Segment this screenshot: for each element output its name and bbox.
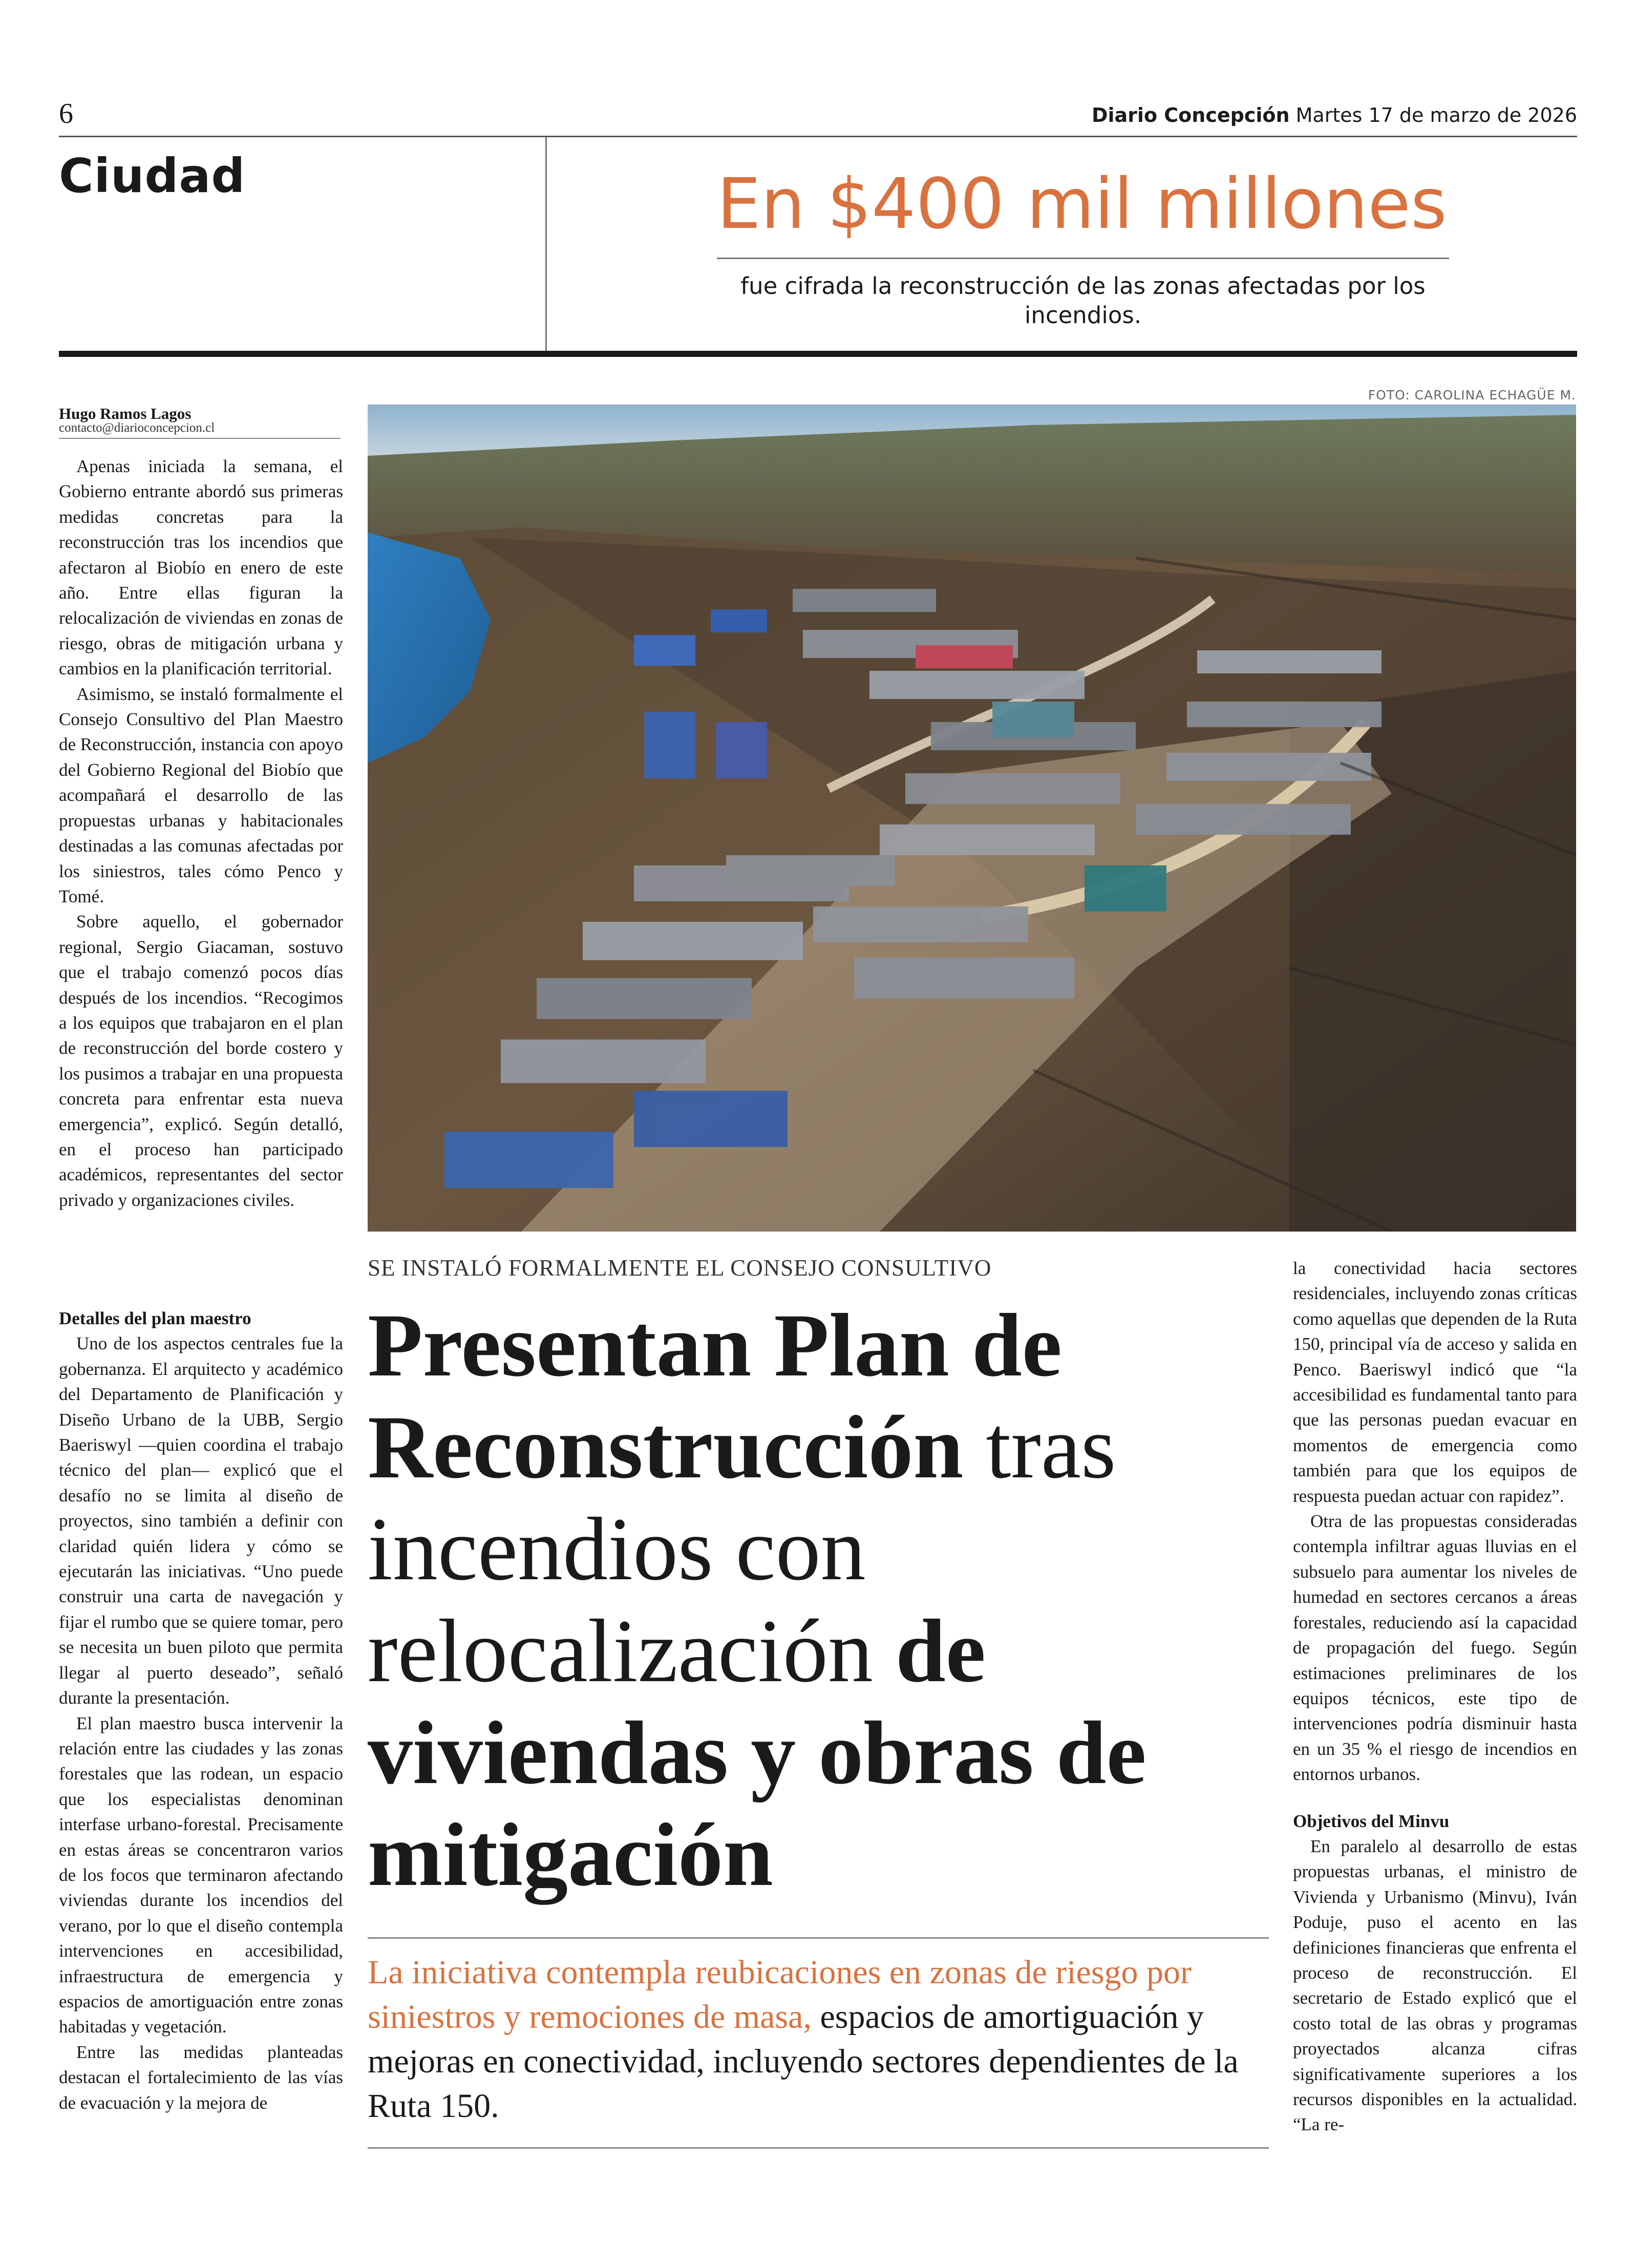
page-number: 6 <box>59 98 73 130</box>
paragraph: Sobre aquello, el gobernador regional, Sergio Giacaman, sostuvo que el trabajo comenzó pocos días después de los incendios. “Recogimos a los equipos que trabajaron en el plan de reconstrucción del borde costero y los pusimos a trabajar en una propuesta concreta para enfrentar esta nueva emergencia”, explicó. Según detalló, en el proceso han participado académicos, representantes del sector privado y organizaciones civiles. <box>59 912 343 1210</box>
article-column-left-upper <box>59 454 343 1213</box>
deck-text: espacios de amortiguación y mejoras en conectividad, incluyendo sectores dependientes de la Ruta 150. <box>368 1998 1239 2125</box>
article-photo <box>368 405 1576 1232</box>
article-column-left-lower <box>59 1306 343 2115</box>
paragraph: Asimismo, se instaló formalmente el Consejo Consultivo del Plan Maestro de Reconstrucción, instancia con apoyo del Gobierno Regional del Biobío que acompañará el desarrollo de las propuestas urbanas y habitacionales destinadas a las comunas afectadas por los siniestros, tales cómo Penco y Tomé. <box>59 684 343 906</box>
paragraph: la conectividad hacia sectores residenciales, incluyendo zonas críticas como aquellas que dependen de la Ruta 150, principal vía de acceso y salida en Penco. Baeriswyl indicó que “la accesibilidad es fundamental tanto para que las personas puedan evacuar en momentos de emergencia como también para que los equipos de respuesta puedan actuar con rapidez”. <box>1293 1258 1577 1506</box>
paragraph: Uno de los aspectos centrales fue la gobernanza. El arquitecto y académico del Departamento de Planificación y Diseño Urbano de la UBB, Sergio Baeriswyl —quien coordina el trabajo técnico del plan— explicó que el desafío no se limita al diseño de proyectos, sino también a definir con claridad quién lidera y cómo se ejecutarán las iniciativas. “Uno puede construir una carta de navegación y fijar el rumbo que se quiere tomar, pero se necesita un buen piloto que permita llegar al puerto deseado”, señaló durante la presentación. <box>59 1333 343 1708</box>
headline-part-bold-end: de viviendas y obras de mitigación <box>368 1601 1146 1905</box>
headline-part-regular: tras incendios con relocalización <box>368 1397 1116 1701</box>
author-email[interactable]: contacto@diarioconcepcion.cl <box>59 421 215 435</box>
headline-part-bold: Presentan Plan de Reconstrucción <box>368 1296 1062 1497</box>
deck-bottom-rule <box>368 2147 1269 2149</box>
deck-accent: La iniciativa contempla reubicaciones en zonas de riesgo por siniestros y remociones de masa, <box>368 1954 1192 2036</box>
byline-rule <box>59 438 341 439</box>
header-rule <box>59 136 1577 137</box>
article-deck <box>368 1950 1269 2128</box>
highlight-caption: fue cifrada la reconstrucción de las zonas afectadas por los incendios. <box>740 272 1426 329</box>
section-title: Ciudad <box>59 149 246 203</box>
subheading: Detalles del plan maestro <box>59 1308 251 1328</box>
paragraph: Apenas iniciada la semana, el Gobierno entrante abordó sus primeras medidas concretas para la reconstrucción tras los incendios que afectaron al Biobío en enero de este año. Entre ellas figuran la relocalización de viviendas en zonas de riesgo, obras de mitigación urbana y cambios en la planificación territorial. <box>59 456 343 679</box>
article-headline <box>368 1295 1269 1906</box>
author-name: Hugo Ramos Lagos <box>59 405 192 422</box>
highlight-rule <box>717 258 1449 259</box>
paragraph: Otra de las propuestas consideradas contempla infiltrar aguas lluvias en el subsuelo para aumentar los niveles de humedad en sectores cercanos a áreas forestales, reduciendo así la capacidad de propagación del fuego. Según estimaciones preliminares de los equipos técnicos, este tipo de intervenciones podría disminuir hasta en un 35 % el riesgo de incendios en entornos urbanos. <box>1293 1511 1577 1785</box>
photo-credit: FOTO: CAROLINA ECHAGÜE M. <box>1368 388 1576 402</box>
paragraph: Entre las medidas planteadas destacan el fortalecimiento de las vías de evacuación y la mejora de <box>59 2042 343 2113</box>
highlight-figure: En $400 mil millones <box>717 164 1447 245</box>
article-column-right <box>1293 1256 1577 2137</box>
deck-top-rule <box>368 1937 1269 1939</box>
article-kicker: SE INSTALÓ FORMALMENTE EL CONSEJO CONSULTIVO <box>368 1255 992 1281</box>
subheading: Objetivos del Minvu <box>1293 1811 1450 1831</box>
header-divider <box>545 137 547 351</box>
masthead <box>1092 104 1577 126</box>
newspaper-name: Diario Concepción <box>1091 104 1290 126</box>
header-bottom-rule <box>59 351 1577 357</box>
paragraph: En paralelo al desarrollo de estas propuestas urbanas, el ministro de Vivienda y Urbanismo (Minvu), Iván Poduje, puso el acento en las definiciones financieras que enfrenta el proceso de reconstrucción. El secretario de Estado explicó que el costo total de las obras y programas proyectados alcanza cifras significativamente superiores a los recursos disponibles en la actualidad. “La re- <box>1293 1836 1577 2135</box>
paragraph: El plan maestro busca intervenir la relación entre las ciudades y las zonas forestales que las rodean, un espacio que los especialistas denominan interfase urbano-forestal. Precisamente en estas áreas se concentraron varios de los focos que terminaron afectando viviendas durante los incendios del verano, por lo que el diseño contempla intervenciones en accesibilidad, infraestructura de emergencia y espacios de amortiguación entre zonas habitadas y vegetación. <box>59 1713 343 2037</box>
issue-date: Martes 17 de marzo de 2026 <box>1295 104 1577 126</box>
